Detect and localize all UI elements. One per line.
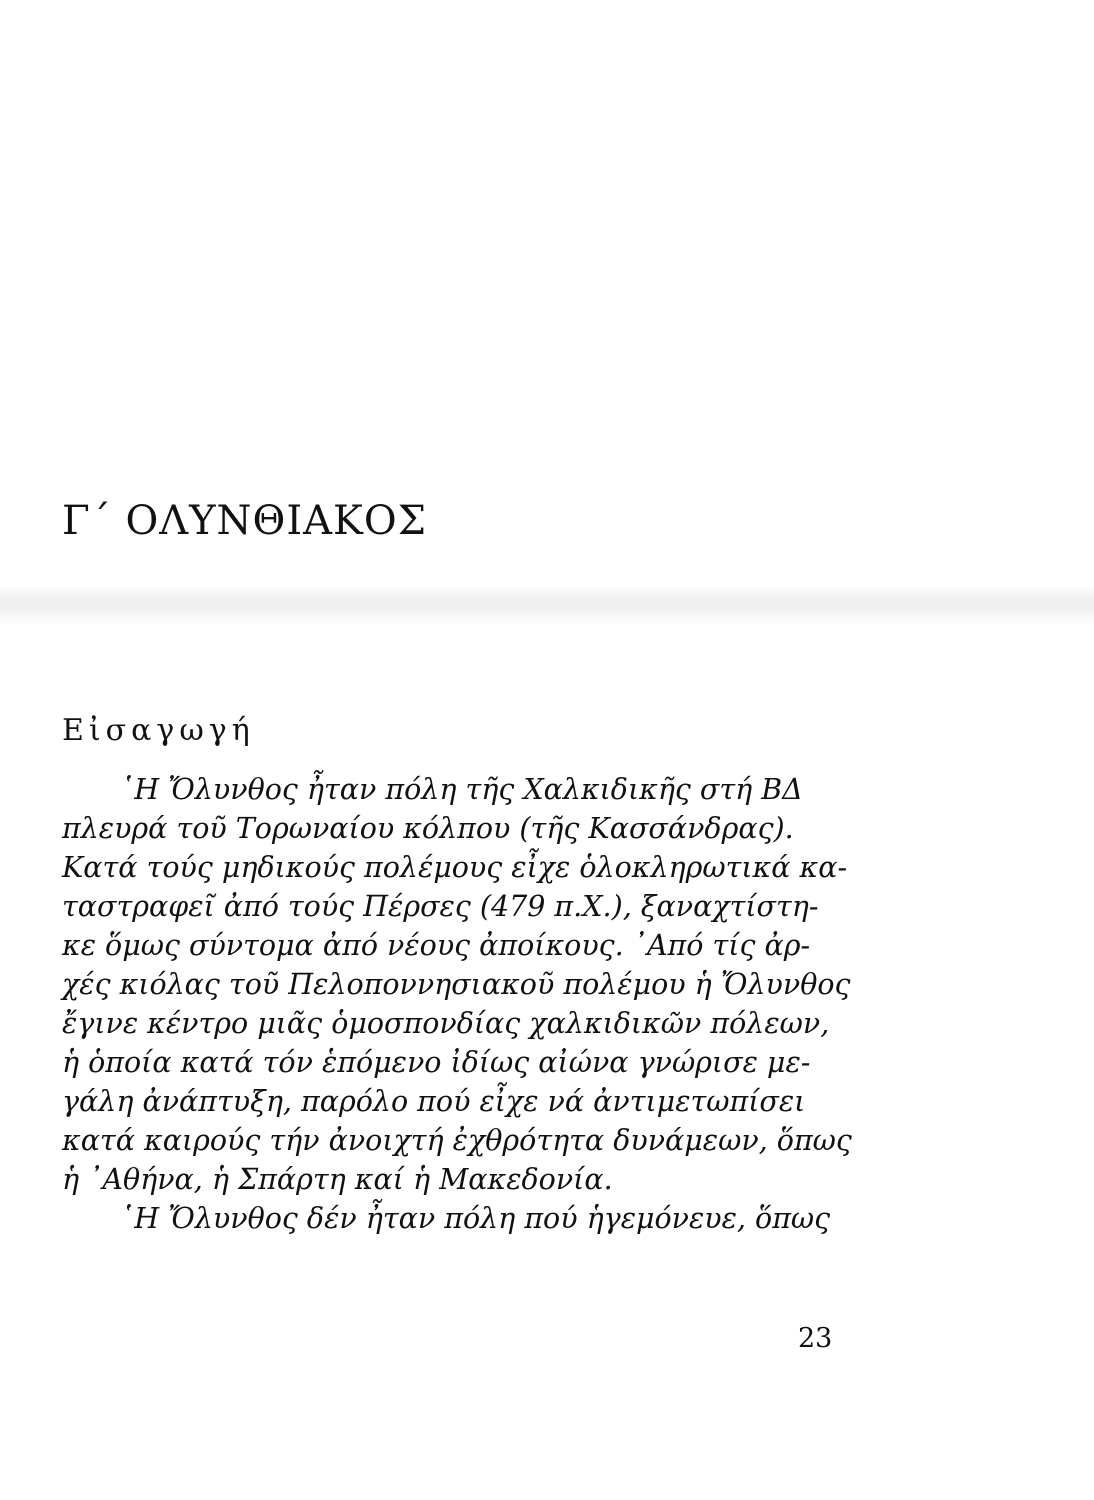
body-line: γάλη ἀνάπτυξη, παρόλο πού εἶχε νά ἀντιμετωπίσει: [62, 1085, 806, 1118]
body-line: ταστραφεῖ ἀπό τούς Πέρσες (479 π.Χ.), ξαναχτίστη-: [62, 890, 819, 923]
body-line: πλευρά τοῦ Τορωναίου κόλπου (τῆς Κασσάνδρας).: [62, 812, 794, 845]
body-line: κε ὅμως σύντομα ἀπό νέους ἀποίκους. ᾿Από τίς ἀρ-: [62, 929, 811, 962]
body-line: χές κιόλας τοῦ Πελοποννησιακοῦ πολέμου ἡ Ὄλυνθος: [62, 968, 851, 1001]
chapter-title: Γ΄ ΟΛΥΝΘΙΑΚΟΣ: [62, 498, 427, 544]
scan-artifact-band: [0, 585, 1094, 627]
body-line: Κατά τούς μηδικούς πολέμους εἶχε ὁλοκληρωτικά κα-: [62, 851, 848, 884]
body-text: [62, 770, 852, 1238]
body-line: ῾Η Ὄλυνθος δέν ἦταν πόλη πού ἡγεμόνευε, ὅπως: [120, 1202, 831, 1235]
body-line: ἔγινε κέντρο μιᾶς ὁμοσπονδίας χαλκιδικῶν πόλεων,: [62, 1007, 830, 1040]
section-heading: Εἰσαγωγή: [62, 713, 255, 748]
body-line: ῾Η Ὄλυνθος ἦταν πόλη τῆς Χαλκιδικῆς στή ΒΔ: [120, 773, 803, 806]
page-number: 23: [798, 1323, 833, 1354]
body-line: ἡ ᾿Αθήνα, ἡ Σπάρτη καί ἡ Μακεδονία.: [62, 1163, 613, 1196]
body-line: κατά καιρούς τήν ἀνοιχτή ἐχθρότητα δυνάμεων, ὅπως: [62, 1124, 852, 1157]
body-line: ἡ ὁποία κατά τόν ἑπόμενο ἰδίως αἰώνα γνώρισε με-: [62, 1046, 811, 1079]
